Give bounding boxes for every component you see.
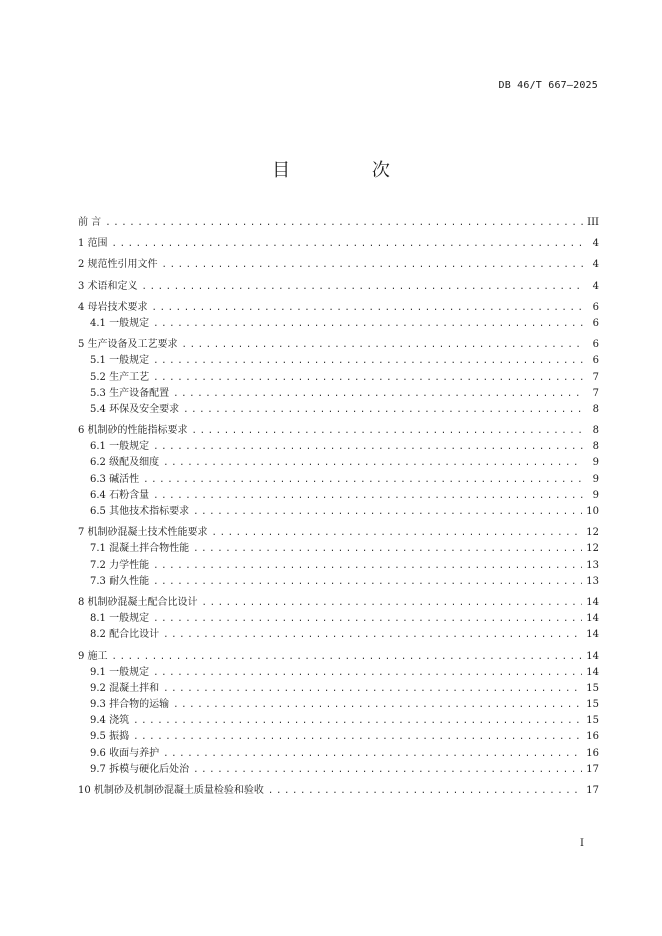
toc-entry-page: 12 bbox=[586, 527, 599, 539]
toc-entry[interactable] bbox=[78, 385, 599, 399]
toc-leader-dots bbox=[153, 442, 583, 452]
toc-entry-page: 8 bbox=[592, 403, 599, 415]
toc-entry[interactable] bbox=[78, 680, 599, 694]
toc-entry-page: III bbox=[587, 217, 599, 228]
toc-entry-page: 9 bbox=[592, 457, 599, 469]
toc-entry-page: 6 bbox=[592, 339, 599, 351]
toc-entry-label: 5.2 生产工艺 bbox=[90, 371, 150, 383]
toc-entry-label: 4.1 一般规定 bbox=[90, 317, 150, 329]
toc-entry-page: 15 bbox=[586, 682, 599, 694]
toc-entry[interactable] bbox=[78, 524, 599, 538]
toc-entry[interactable] bbox=[78, 573, 599, 587]
toc-leader-dots bbox=[183, 405, 583, 415]
toc-entry-page: 16 bbox=[586, 731, 599, 743]
toc-entry-label: 7.1 混凝土拌合物性能 bbox=[90, 543, 190, 555]
toc-leader-dots bbox=[143, 475, 583, 485]
toc-entry-label: 7.2 力学性能 bbox=[90, 559, 150, 571]
toc-entry-page: 10 bbox=[586, 506, 599, 517]
toc-entry-page: 14 bbox=[586, 613, 599, 625]
toc-leader-dots bbox=[153, 577, 582, 587]
toc-entry[interactable] bbox=[78, 728, 599, 742]
toc-entry-page: 13 bbox=[586, 575, 599, 587]
toc-leader-dots bbox=[112, 239, 583, 249]
toc-leader-dots bbox=[133, 716, 582, 726]
toc-leader-dots bbox=[202, 598, 583, 608]
document-code: DB 46/T 667—2025 bbox=[498, 80, 598, 91]
toc-entry-label: 6.3 碱活性 bbox=[90, 473, 140, 485]
toc-entry[interactable] bbox=[78, 369, 599, 383]
toc-entry-page: 9 bbox=[592, 489, 599, 501]
toc-leader-dots bbox=[153, 668, 582, 678]
toc-entry-label: 7 机制砂混凝土技术性能要求 bbox=[78, 527, 208, 539]
toc-leader-dots bbox=[153, 373, 583, 383]
toc-entry[interactable] bbox=[78, 352, 599, 366]
toc-entry-page: 17 bbox=[586, 785, 599, 796]
toc-entry[interactable] bbox=[78, 648, 599, 662]
toc-entry-label: 6.5 其他技术指标要求 bbox=[90, 506, 190, 517]
toc-leader-dots bbox=[268, 786, 582, 796]
toc-entry-label: 5 生产设备及工艺要求 bbox=[78, 339, 178, 351]
toc-entry[interactable] bbox=[78, 664, 599, 678]
toc-leader-dots bbox=[173, 389, 583, 399]
toc-entry-label: 1 范围 bbox=[78, 238, 108, 250]
toc-entry-page: 8 bbox=[592, 425, 599, 437]
toc-leader-dots bbox=[153, 356, 583, 366]
toc-entry[interactable] bbox=[78, 256, 599, 270]
toc-entry[interactable] bbox=[78, 422, 599, 436]
toc-entry-label: 9.1 一般规定 bbox=[90, 666, 150, 678]
toc-entry-label: 9.6 收面与养护 bbox=[90, 747, 160, 759]
toc-entry-page: 8 bbox=[592, 441, 599, 453]
toc-leader-dots bbox=[193, 507, 582, 517]
toc-entry-label: 9.4 浇筑 bbox=[90, 715, 130, 727]
toc-entry-page: 14 bbox=[586, 596, 599, 608]
toc-entry-label: 8 机制砂混凝土配合比设计 bbox=[78, 596, 198, 608]
toc-entry[interactable] bbox=[78, 626, 599, 640]
toc-entry[interactable] bbox=[78, 438, 599, 452]
toc-entry-page: 9 bbox=[592, 473, 599, 485]
toc-entry[interactable] bbox=[78, 594, 599, 608]
toc-entry-label: 10 机制砂及机制砂混凝土质量检验和验收 bbox=[78, 785, 264, 796]
toc-entry[interactable] bbox=[78, 782, 599, 796]
toc-leader-dots bbox=[192, 426, 583, 436]
toc-entry-page: 6 bbox=[592, 301, 599, 313]
toc-entry-page: 7 bbox=[592, 387, 599, 399]
toc-entry[interactable] bbox=[78, 503, 599, 517]
toc-entry[interactable] bbox=[78, 557, 599, 571]
toc-leader-dots bbox=[163, 684, 582, 694]
toc-entry-page: 13 bbox=[586, 559, 599, 571]
toc-entry[interactable] bbox=[78, 299, 599, 313]
toc-entry-page: 6 bbox=[592, 317, 599, 329]
toc-entry[interactable] bbox=[78, 315, 599, 329]
toc-leader-dots bbox=[163, 630, 582, 640]
toc-entry-page: 14 bbox=[586, 666, 599, 678]
toc-entry[interactable] bbox=[78, 471, 599, 485]
toc-leader-dots bbox=[162, 260, 583, 270]
toc-leader-dots bbox=[193, 544, 582, 554]
toc-leader-dots bbox=[153, 614, 582, 624]
toc-entry-page: 15 bbox=[586, 699, 599, 711]
toc-entry-label: 6.1 一般规定 bbox=[90, 441, 150, 453]
toc-entry-label: 2 规范性引用文件 bbox=[78, 259, 158, 271]
toc-leader-dots bbox=[112, 652, 583, 662]
toc-entry[interactable] bbox=[78, 336, 599, 350]
toc-entry-page: 15 bbox=[586, 715, 599, 727]
toc-leader-dots bbox=[152, 303, 583, 313]
toc-entry-page: 4 bbox=[592, 259, 599, 271]
toc-leader-dots bbox=[153, 491, 583, 501]
page-number: I bbox=[580, 838, 584, 849]
toc-entry[interactable] bbox=[78, 761, 599, 775]
toc-entry[interactable] bbox=[78, 712, 599, 726]
toc-leader-dots bbox=[163, 749, 582, 759]
toc-entry-label: 9.3 拌合物的运输 bbox=[90, 699, 170, 711]
toc-entry[interactable] bbox=[78, 235, 599, 249]
toc-leader-dots bbox=[173, 700, 582, 710]
toc-entry-page: 7 bbox=[592, 371, 599, 383]
toc-entry-label: 5.4 环保及安全要求 bbox=[90, 403, 180, 415]
toc-entry[interactable] bbox=[78, 401, 599, 415]
toc-entry[interactable] bbox=[78, 696, 599, 710]
toc-entry-page: 14 bbox=[586, 629, 599, 641]
toc-entry-label: 9.5 振捣 bbox=[90, 731, 130, 743]
toc-entry-label: 8.1 一般规定 bbox=[90, 613, 150, 625]
toc-leader-dots bbox=[153, 319, 583, 329]
toc-entry-page: 4 bbox=[592, 238, 599, 250]
toc-entry[interactable] bbox=[78, 540, 599, 554]
toc-leader-dots bbox=[105, 218, 583, 228]
toc-entry-label: 9 施工 bbox=[78, 650, 108, 662]
toc-entry-label: 9.7 拆模与硬化后处治 bbox=[90, 763, 190, 775]
toc-leader-dots bbox=[153, 561, 582, 571]
toc-leader-dots bbox=[163, 458, 583, 468]
toc-leader-dots bbox=[142, 282, 583, 292]
toc-entry-label: 5.1 一般规定 bbox=[90, 355, 150, 367]
toc-entry-label: 6.4 石粉含量 bbox=[90, 489, 150, 501]
toc-entry[interactable] bbox=[78, 454, 599, 468]
toc-leader-dots bbox=[182, 340, 583, 350]
toc-entry[interactable] bbox=[78, 610, 599, 624]
toc-entry-label: 8.2 配合比设计 bbox=[90, 629, 160, 641]
toc-entry-page: 12 bbox=[586, 543, 599, 555]
toc-entry-label: 前 言 bbox=[78, 217, 102, 228]
toc-leader-dots bbox=[133, 732, 582, 742]
toc-entry-label: 3 术语和定义 bbox=[78, 280, 138, 292]
table-of-contents bbox=[78, 214, 599, 796]
toc-entry-label: 9.2 混凝土拌和 bbox=[90, 682, 160, 694]
toc-entry-page: 14 bbox=[586, 650, 599, 662]
toc-entry-label: 6.2 级配及细度 bbox=[90, 457, 160, 469]
toc-entry-label: 7.3 耐久性能 bbox=[90, 575, 150, 587]
toc-entry[interactable] bbox=[78, 214, 599, 228]
toc-entry-page: 4 bbox=[592, 280, 599, 292]
toc-entry-page: 6 bbox=[592, 355, 599, 367]
toc-leader-dots bbox=[212, 528, 583, 538]
toc-entry[interactable] bbox=[78, 278, 599, 292]
toc-entry-page: 17 bbox=[586, 763, 599, 775]
toc-title: 目 次 bbox=[272, 160, 428, 181]
toc-leader-dots bbox=[193, 765, 582, 775]
toc-entry[interactable] bbox=[78, 745, 599, 759]
toc-entry-label: 5.3 生产设备配置 bbox=[90, 387, 170, 399]
toc-entry-label: 6 机制砂的性能指标要求 bbox=[78, 425, 188, 437]
toc-entry-label: 4 母岩技术要求 bbox=[78, 301, 148, 313]
toc-entry[interactable] bbox=[78, 487, 599, 501]
toc-entry-page: 16 bbox=[586, 747, 599, 759]
